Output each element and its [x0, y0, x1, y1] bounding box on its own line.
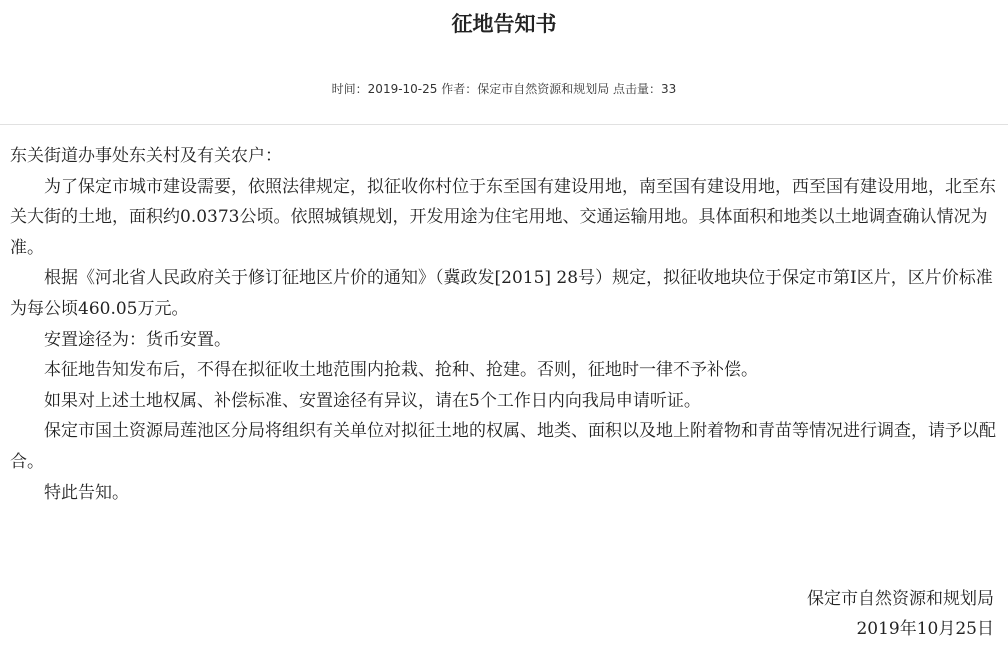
paragraph-price-standard: 根据《河北省人民政府关于修订征地区片价的通知》（冀政发[2015] 28号）规定，拟征收地块位于保定市第Ⅰ区片，区片价标准为每公顷460.05万元。 — [10, 268, 993, 319]
article-meta: 时间：2019-10-25 作者：保定市自然资源和规划局 点击量：33 — [331, 82, 677, 96]
paragraph-resettlement: 安置途径为：货币安置。 — [44, 329, 231, 350]
signature-block — [807, 584, 994, 644]
issuer-name: 保定市自然资源和规划局 — [807, 589, 994, 609]
salutation: 东关街道办事处东关村及有关农户： — [10, 146, 282, 166]
paragraph-survey: 保定市国土资源局莲池区分局将组织有关单位对拟征土地的权属、地类、面积以及地上附着物和青苗等情况进行调查，请予以配合。 — [10, 421, 996, 472]
divider — [0, 124, 1008, 125]
issue-date: 2019年10月25日 — [856, 619, 994, 639]
notice-body — [10, 141, 1000, 508]
paragraph-hearing: 如果对上述土地权属、补偿标准、安置途径有异议，请在5个工作日内向我局申请听证。 — [44, 390, 701, 411]
paragraph-land-scope: 为了保定市城市建设需要，依照法律规定，拟征收你村位于东至国有建设用地，南至国有建设用地，西至国有建设用地，北至东关大街的土地，面积约0.0373公顷。依照城镇规划，开发用途为住宅用地、交通运输用地。具体面积和地类以土地调查确认情况为准。 — [10, 176, 996, 258]
paragraph-prohibition: 本征地告知发布后，不得在拟征收土地范围内抢栽、抢种、抢建。否则，征地时一律不予补偿。 — [44, 360, 758, 381]
paragraph-closing: 特此告知。 — [44, 482, 129, 503]
page-title: 征地告知书 — [451, 12, 557, 36]
